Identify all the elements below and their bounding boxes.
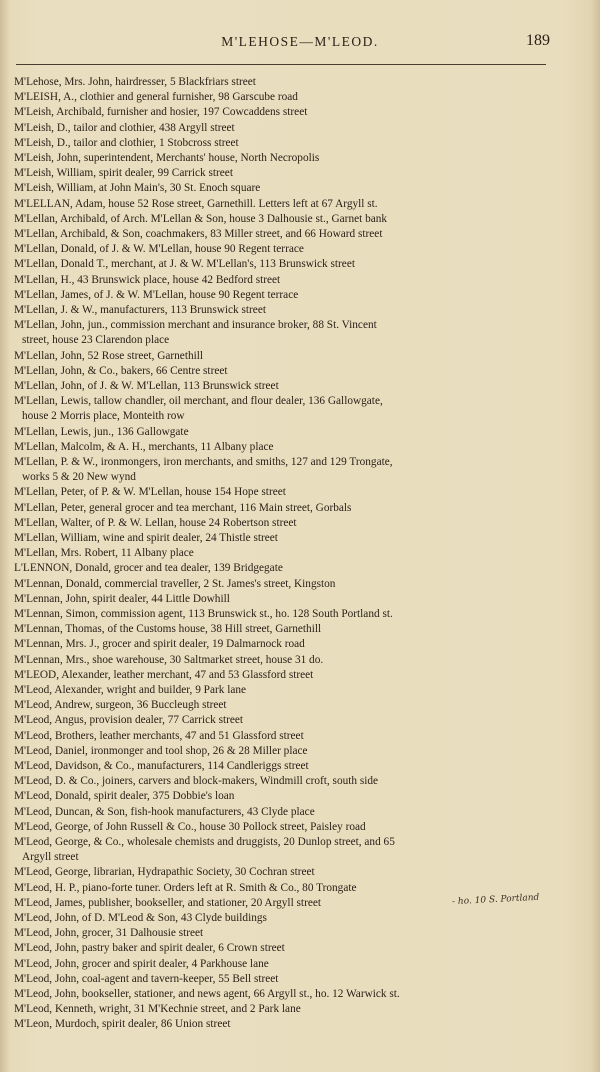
entry-line: M'Lennan, Donald, commercial traveller, 2 St. James's street, Kingston [14,577,336,590]
entry-line: M'Lellan, John, jun., commission merchant and insurance broker, 88 St. Vincent [14,319,377,332]
directory-entry [0,789,600,804]
entry-line: M'Leish, D., tailor and clothier, 1 Stobcross street [14,136,239,149]
entry-line: M'Leod, James, publisher, bookseller, and stationer, 20 Argyll street [14,896,321,909]
entry-line: M'Lellan, Mrs. Robert, 11 Albany place [14,547,194,560]
directory-entry [0,683,600,698]
entry-line: M'Lellan, John, of J. & W. M'Lellan, 113 Brunswick street [14,380,279,392]
directory-entry [0,425,600,440]
entry-line: M'LELLAN, Adam, house 52 Rose street, Garnethill. Letters left at 67 Argyll st. [14,197,378,210]
directory-entry [0,303,600,318]
directory-entry [0,1002,600,1017]
entry-line: M'Lellan, William, wine and spirit dealer, 24 Thistle street [14,532,278,544]
entry-line: M'Leod, Duncan, & Son, fish-hook manufacturers, 43 Clyde place [14,805,315,818]
directory-entry [0,911,600,926]
entry-line: M'LEOD, Alexander, leather merchant, 47 and 53 Glassford street [14,668,314,681]
entry-line: M'Leod, H. P., piano-forte tuner. Orders left at R. Smith & Co., 80 Trongate [14,881,357,894]
entry-line: M'Leod, George, & Co., wholesale chemists and druggists, 20 Dunlop street, and 65 [14,836,395,848]
entry-line: M'Lellan, P. & W., ironmongers, iron merchants, and smiths, 127 and 129 Trongate, [14,456,393,468]
directory-entry [0,121,600,136]
entry-line: M'Leod, John, of D. M'Leod & Son, 43 Clyde buildings [14,912,267,924]
entry-continuation-line: street, house 23 Clarendon place [22,334,170,347]
directory-entry [0,181,600,196]
directory-entry [0,257,600,272]
directory-entry [0,698,600,713]
page-number: 189 [526,32,550,49]
directory-entry [0,805,600,820]
directory-entry [0,197,600,212]
entry-line: M'Lellan, H., 43 Brunswick place, house 42 Bedford street [14,273,281,286]
entry-line: M'Lellan, J. & W., manufacturers, 113 Brunswick street [14,304,266,316]
entry-line: M'Leod, Brothers, leather merchants, 47 and 51 Glassford street [14,729,304,742]
entry-line: M'Leod, John, grocer, 31 Dalhousie street [14,927,204,940]
entry-line: M'Leon, Murdoch, spirit dealer, 86 Union street [14,1018,231,1031]
directory-entry [0,394,600,423]
entry-line: M'Lellan, James, of J. & W. M'Lellan, house 90 Regent terrace [14,288,299,301]
entry-line: M'Leish, William, at John Main's, 30 St. Enoch square [14,182,261,195]
entry-line: M'Lellan, Peter, of P. & W. M'Lellan, house 154 Hope street [14,486,286,499]
entry-continuation-line: Argyll street [22,851,79,864]
entry-line: M'Lennan, Mrs. J., grocer and spirit dealer, 19 Dalmarnock road [14,638,305,651]
entry-line: M'Leod, Davidson, & Co., manufacturers, 114 Candleriggs street [14,760,309,772]
directory-entry [0,501,600,516]
directory-entry [0,820,600,835]
directory-entry [0,607,600,622]
directory-entry [0,166,600,181]
entry-line: M'Lellan, John, 52 Rose street, Garnethill [14,349,204,362]
directory-entry [0,516,600,531]
directory-entry [0,318,600,347]
directory-entry [0,957,600,972]
header-rule [16,64,546,65]
handwritten-annotation: - ho. 10 S. Portland [451,892,540,908]
entry-line: M'Leod, John, pastry baker and spirit dealer, 6 Crown street [14,942,285,955]
directory-entry [0,1017,600,1032]
directory-entry [0,288,600,303]
entry-continuation-line: house 2 Morris place, Monteith row [22,410,185,423]
entry-continuation-line: works 5 & 20 New wynd [22,471,136,484]
directory-entry [0,90,600,105]
directory-entry [0,592,600,607]
directory-entry [0,941,600,956]
entry-line: M'Leod, George, librarian, Hydrapathic Society, 30 Cochran street [14,866,315,879]
entry-line: M'Lellan, Lewis, jun., 136 Gallowgate [14,425,189,438]
entry-line: M'Leod, Kenneth, wright, 31 M'Kechnie street, and 2 Park lane [14,1003,301,1016]
entry-line: M'Leod, Daniel, ironmonger and tool shop, 26 & 28 Miller place [14,744,308,757]
page-header [0,30,600,58]
directory-entry [0,987,600,1002]
entry-line: M'Leod, George, of John Russell & Co., house 30 Pollock street, Paisley road [14,820,366,833]
directory-entry [0,774,600,789]
entry-line: M'Leish, John, superintendent, Merchants' house, North Necropolis [14,152,320,164]
page-title: M'LEHOSE—M'LEOD. [221,34,379,49]
directory-entry [0,713,600,728]
directory-entry [0,349,600,364]
entry-line: M'Lennan, John, spirit dealer, 44 Little Dowhill [14,592,230,605]
directory-entry [0,546,600,561]
directory-entry [0,835,600,864]
entry-line: M'Lellan, Malcolm, & A. H., merchants, 11 Albany place [14,440,274,453]
entry-line: M'Lellan, Peter, general grocer and tea merchant, 116 Main street, Gorbals [14,501,352,514]
entry-line: M'Lellan, Donald T., merchant, at J. & W. M'Lellan's, 113 Brunswick street [14,258,355,271]
directory-entry [0,744,600,759]
entry-line: M'Leod, John, grocer and spirit dealer, 4 Parkhouse lane [14,957,269,970]
directory-entry [0,379,600,394]
entry-line: M'Lellan, Lewis, tallow chandler, oil merchant, and flour dealer, 136 Gallowgate, [14,395,383,408]
entry-line: M'Lehose, Mrs. John, hairdresser, 5 Blackfriars street [14,76,256,88]
entry-line: M'Leod, Angus, provision dealer, 77 Carrick street [14,714,244,727]
directory-entry [0,926,600,941]
directory-entry [0,212,600,227]
entry-line: M'Lellan, Walter, of P. & W. Lellan, house 24 Robertson street [14,516,297,529]
directory-entry [0,364,600,379]
entry-line: M'Leod, John, bookseller, stationer, and news agent, 66 Argyll st., ho. 12 Warwick st. [14,988,400,1000]
entry-line: L'LENNON, Donald, grocer and tea dealer, 139 Bridgegate [14,562,283,575]
directory-entry [0,227,600,242]
directory-entry [0,972,600,987]
directory-entry [0,622,600,637]
directory-entry [0,577,600,592]
directory-entry [0,485,600,500]
directory-entry [0,729,600,744]
entry-line: M'Leod, Donald, spirit dealer, 375 Dobbie's loan [14,790,235,803]
entry-line: M'Lennan, Simon, commission agent, 113 Brunswick st., ho. 128 South Portland st. [14,608,393,620]
directory-entry [0,273,600,288]
entry-line: M'Lellan, Archibald, of Arch. M'Lellan & Son, house 3 Dalhousie st., Garnet bank [14,212,388,225]
directory-entry [0,242,600,257]
entry-line: M'Lennan, Mrs., shoe warehouse, 30 Saltmarket street, house 31 do. [14,653,324,666]
directory-entry [0,653,600,668]
entry-line: M'Leod, John, coal-agent and tavern-keeper, 55 Bell street [14,972,279,985]
entry-line: M'Leish, D., tailor and clothier, 438 Argyll street [14,121,235,134]
entry-line: M'Lellan, John, & Co., bakers, 66 Centre street [14,364,228,377]
directory-entry [0,75,600,90]
entry-line: M'Lellan, Donald, of J. & W. M'Lellan, house 90 Regent terrace [14,243,304,256]
entry-line: M'Leod, Alexander, wright and builder, 9 Park lane [14,684,247,696]
entry-line: M'LEISH, A., clothier and general furnisher, 98 Garscube road [14,91,298,104]
entry-line: M'Leod, Andrew, surgeon, 36 Buccleugh street [14,699,227,712]
directory-entry [0,531,600,546]
entry-line: M'Leish, Archibald, furnisher and hosier, 197 Cowcaddens street [14,106,308,119]
entry-line: M'Lellan, Archibald, & Son, coachmakers, 83 Miller street, and 66 Howard street [14,228,383,240]
entry-line: M'Leod, D. & Co., joiners, carvers and block-makers, Windmill croft, south side [14,775,379,788]
entry-line: M'Leish, William, spirit dealer, 99 Carrick street [14,167,233,180]
directory-entry [0,637,600,652]
directory-entry [0,151,600,166]
directory-entry [0,440,600,455]
directory-entry [0,759,600,774]
directory-entry [0,561,600,576]
directory-entry [0,865,600,880]
directory-entry [0,668,600,683]
directory-entry [0,136,600,151]
directory-entry [0,105,600,120]
entry-line: M'Lennan, Thomas, of the Customs house, 38 Hill street, Garnethill [14,623,322,636]
directory-entry [0,455,600,484]
